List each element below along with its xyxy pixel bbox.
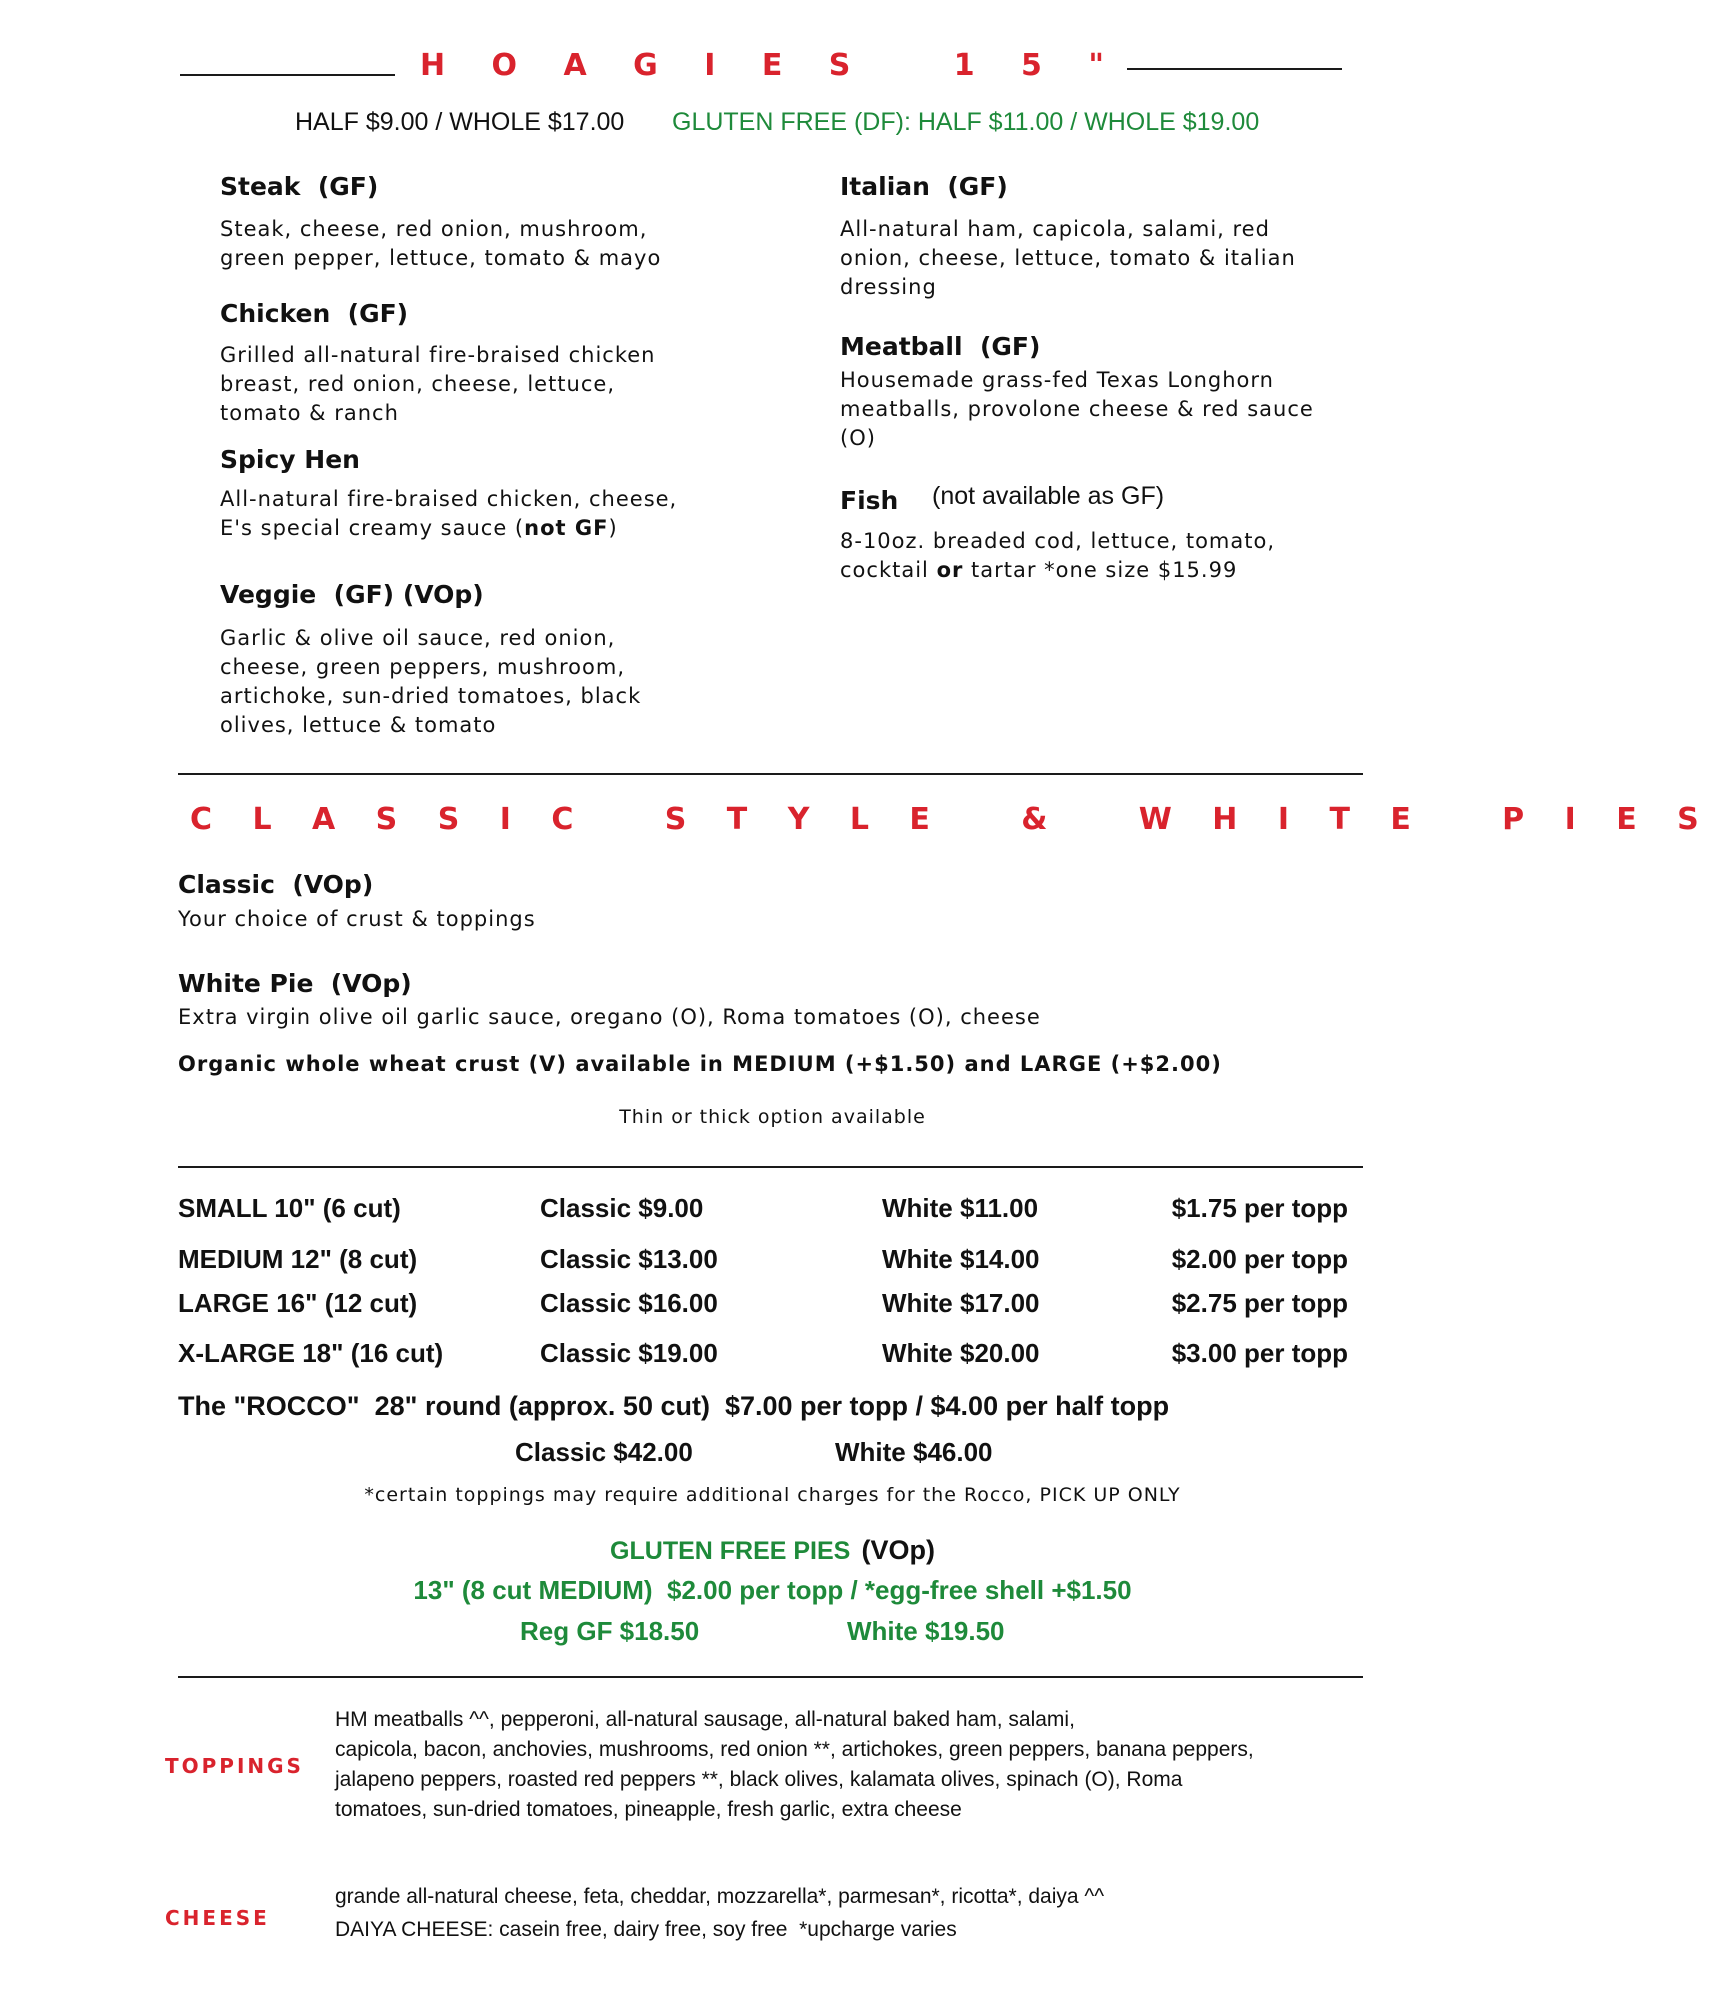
thin-thick-note: Thin or thick option available [619, 1106, 926, 1128]
size-row-medium-topp: $2.00 per topp [1171, 1244, 1348, 1274]
hoagie-chicken-desc: Grilled all-natural fire-braised chicken breast, red onion, cheese, lettuce, tomato & ranch [220, 343, 656, 425]
pie-white-desc: Extra virgin olive oil garlic sauce, oregano (O), Roma tomatoes (O), cheese [178, 1005, 1041, 1029]
toppings-label: TOPPINGS [165, 1754, 304, 1778]
size-row-medium-white: White $14.00 [882, 1244, 1040, 1274]
hoagies-price-gluten-free: GLUTEN FREE (DF): HALF $11.00 / WHOLE $19.00 [672, 108, 1260, 136]
cheese-line-1: grande all-natural cheese, feta, cheddar, mozzarella*, parmesan*, ricotta*, daiya ^^ [335, 1885, 1105, 1908]
size-row-large-white: White $17.00 [882, 1288, 1040, 1318]
size-row-medium-classic: Classic $13.00 [540, 1244, 718, 1274]
cheese-label: CHEESE [165, 1906, 270, 1930]
size-row-xlarge-white: White $20.00 [882, 1338, 1040, 1368]
hoagie-veggie-desc: Garlic & olive oil sauce, red onion, cheese, green peppers, mushroom, artichoke, sun-dried tomatoes, black olives, lettuce & tomato [220, 626, 642, 737]
gf-pies-heading [0, 1535, 1545, 1566]
gf-pies-line: 13" (8 cut MEDIUM) $2.00 per topp / *egg-free shell +$1.50 [413, 1575, 1132, 1605]
toppings-line: tomatoes, sun-dried tomatoes, pineapple, fresh garlic, extra cheese [335, 1798, 962, 1821]
hoagies-rule-right [1127, 68, 1342, 70]
toppings-line: capicola, bacon, anchovies, mushrooms, red onion **, artichokes, green peppers, banana peppers, [335, 1738, 1254, 1761]
divider-toppings [178, 1676, 1363, 1678]
size-row-medium-size: MEDIUM 12" (8 cut) [178, 1244, 418, 1274]
size-row-small-size: SMALL 10" (6 cut) [178, 1193, 401, 1223]
rocco-line: The "ROCCO" 28" round (approx. 50 cut) $7.00 per topp / $4.00 per half topp [178, 1391, 1170, 1421]
hoagie-meatball-title: Meatball (GF) [840, 332, 1041, 361]
hoagie-italian-desc: All-natural ham, capicola, salami, red onion, cheese, lettuce, tomato & italian dressing [840, 217, 1296, 299]
divider-size-table [178, 1166, 1363, 1168]
hoagies-price-regular: HALF $9.00 / WHOLE $17.00 [295, 108, 625, 136]
hoagie-meatball-desc: Housemade grass-fed Texas Longhorn meatballs, provolone cheese & red sauce (O) [840, 368, 1314, 450]
gf-pies-title: GLUTEN FREE PIES [610, 1537, 851, 1565]
rocco-white-price: White $46.00 [835, 1437, 993, 1467]
size-row-xlarge-size: X-LARGE 18" (16 cut) [178, 1338, 444, 1368]
gf-reg-price: Reg GF $18.50 [520, 1616, 700, 1646]
cheese-line-2: DAIYA CHEESE: casein free, dairy free, soy free *upcharge varies [335, 1918, 957, 1941]
gf-pies-vop: (VOp) [861, 1535, 935, 1565]
size-row-xlarge-classic: Classic $19.00 [540, 1338, 718, 1368]
toppings-line: jalapeno peppers, roasted red peppers **, black olives, kalamata olives, spinach (O), Roma [335, 1768, 1183, 1791]
hoagie-spicy-hen-title: Spicy Hen [220, 445, 360, 474]
pie-classic-title: Classic (VOp) [178, 870, 374, 899]
hoagie-fish-note: (not available as GF) [932, 482, 1165, 510]
hoagie-spicy-hen-desc: All-natural fire-braised chicken, cheese, E's special creamy sauce (not GF) [220, 487, 678, 540]
size-row-small-classic: Classic $9.00 [540, 1193, 704, 1223]
size-row-small-white: White $11.00 [882, 1193, 1039, 1223]
pie-white-title: White Pie (VOp) [178, 969, 412, 998]
hoagie-italian-title: Italian (GF) [840, 172, 1008, 201]
pie-classic-desc: Your choice of crust & toppings [178, 907, 536, 931]
toppings-line: HM meatballs ^^, pepperoni, all-natural sausage, all-natural baked ham, salami, [335, 1708, 1075, 1731]
rocco-note: *certain toppings may require additional charges for the Rocco, PICK UP ONLY [364, 1484, 1181, 1506]
hoagie-fish-title: Fish [840, 486, 899, 515]
divider-hoagies-pies [178, 773, 1363, 775]
wheat-crust-note: Organic whole wheat crust (V) available in MEDIUM (+$1.50) and LARGE (+$2.00) [178, 1052, 1222, 1076]
size-row-small-topp: $1.75 per topp [1171, 1193, 1348, 1223]
pies-title: C L A S S I C S T Y L E & W H I T E P I E S [190, 802, 1714, 837]
hoagie-fish-desc: 8-10oz. breaded cod, lettuce, tomato, cocktail or tartar *one size $15.99 [840, 529, 1276, 582]
size-row-large-classic: Classic $16.00 [540, 1288, 718, 1318]
hoagie-steak-title: Steak (GF) [220, 172, 379, 201]
hoagie-steak-desc: Steak, cheese, red onion, mushroom, green pepper, lettuce, tomato & mayo [220, 217, 662, 270]
size-row-large-topp: $2.75 per topp [1171, 1288, 1348, 1318]
hoagies-rule-left [180, 74, 395, 76]
size-row-xlarge-topp: $3.00 per topp [1171, 1338, 1348, 1368]
hoagie-chicken-title: Chicken (GF) [220, 299, 409, 328]
toppings-list [335, 1705, 1385, 1825]
size-row-large-size: LARGE 16" (12 cut) [178, 1288, 418, 1318]
gf-white-price: White $19.50 [847, 1616, 1005, 1646]
rocco-classic-price: Classic $42.00 [515, 1437, 693, 1467]
hoagies-title: H O A G I E S 1 5 " [420, 48, 1122, 83]
hoagie-veggie-title: Veggie (GF) (VOp) [220, 580, 484, 609]
